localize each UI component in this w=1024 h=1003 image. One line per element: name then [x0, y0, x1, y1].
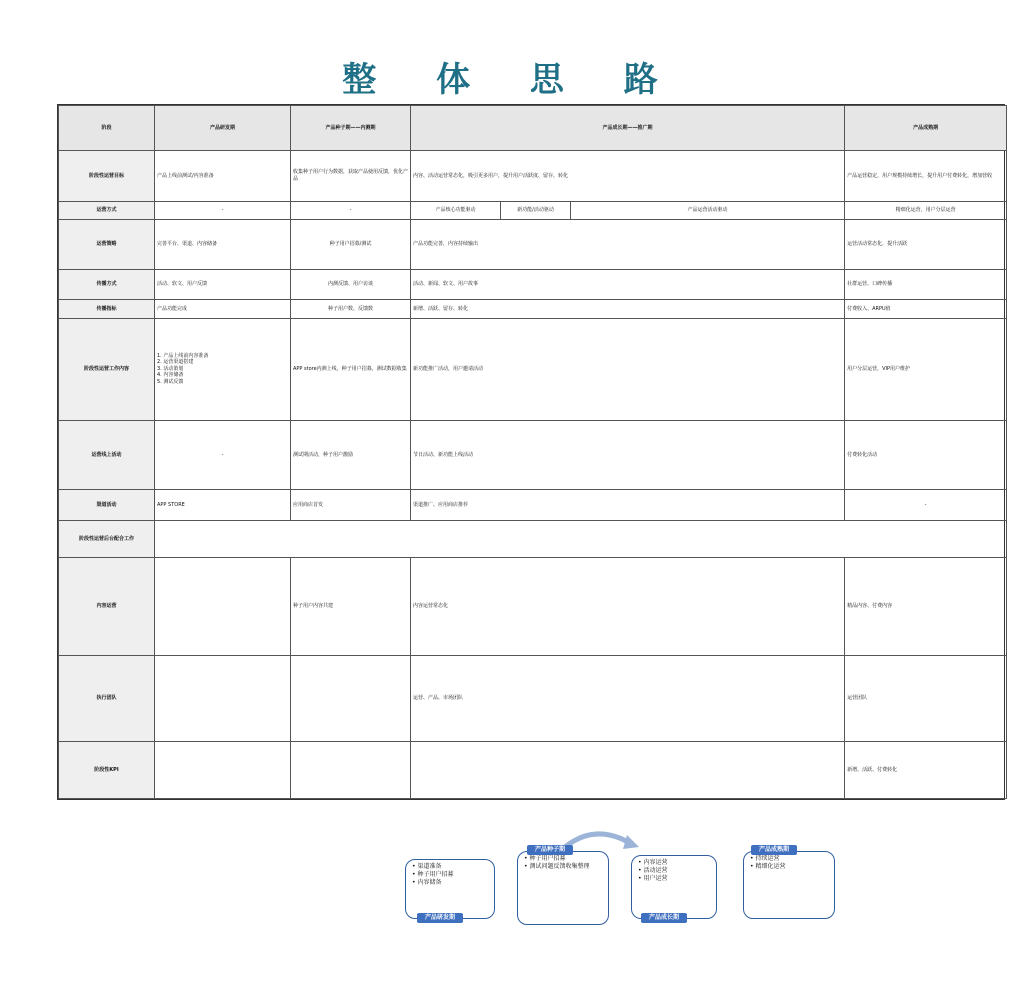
table-cell: 付费转化活动 — [845, 420, 1007, 490]
table-cell: 完善平台、渠道、内容储备 — [155, 220, 291, 269]
table-cell: 收集种子用户行为数据，获取产品使用反馈，优化产品 — [291, 150, 411, 201]
row-label: 传播指标 — [59, 300, 155, 318]
flow-box-1 — [405, 859, 495, 919]
flow-item: • 活动运营 — [638, 867, 668, 874]
row-label: 执行团队 — [59, 655, 155, 741]
flow-item: • 渠道准备 — [412, 863, 442, 870]
row-label: 阶段性运营后台配合工作 — [59, 520, 155, 557]
flow-tag-3: 产品成长期 — [641, 913, 687, 923]
row-label: 运营方式 — [59, 202, 155, 220]
table-cell: 产品上线前测试/内容准备 — [155, 150, 291, 201]
row-label: 运营线上活动 — [59, 420, 155, 490]
table-cell: 产品运营稳定，用户规模持续增长，提升用户付费转化，增加营收 — [845, 150, 1007, 201]
table-cell: 产品核心功能驱动 — [411, 202, 501, 220]
table-cell — [155, 741, 291, 798]
table-cell: 1. 产品上线前内容准备 2. 运营渠道搭建 3. 活动策划 4. 内容储备 5. 测试反馈 — [155, 318, 291, 420]
table-cell: 产品功能完善，内容持续输出 — [411, 220, 845, 269]
flow-tag-1: 产品研发期 — [417, 913, 463, 923]
table-cell: 测试期活动，种子用户激励 — [291, 420, 411, 490]
row-label: 渠道活动 — [59, 490, 155, 521]
table-cell: 内容、活动运营常态化，吸引更多用户，提升用户活跃度、留存、转化 — [411, 150, 845, 201]
table-cell: 产品功能完成 — [155, 300, 291, 318]
stage-header: 产品成长期——推广期 — [411, 106, 845, 151]
flow-tag-2: 产品种子期 — [527, 845, 573, 855]
flow-box-2 — [517, 851, 609, 925]
table-cell: 种子用户内容共建 — [291, 557, 411, 655]
flow-item: • 用户运营 — [638, 875, 668, 882]
table-cell: 渠道推广、应用商店推荐 — [411, 490, 845, 521]
table-cell: 活动、新闻、软文、用户故事 — [411, 269, 845, 300]
table-cell: - — [845, 490, 1007, 521]
table-cell: - — [155, 420, 291, 490]
strategy-table — [57, 104, 1005, 800]
table-cell: 精品内容、付费内容 — [845, 557, 1007, 655]
stage-header: 产品成熟期 — [845, 106, 1007, 151]
table-cell: 社群运营、口碑传播 — [845, 269, 1007, 300]
row-label: 阶段性运营目标 — [59, 150, 155, 201]
table-cell: 精细化运营，用户分层运营 — [845, 202, 1007, 220]
table-cell: APP STORE — [155, 490, 291, 521]
flow-item: • 内容储备 — [412, 879, 442, 886]
stage-header: 产品研发期 — [155, 106, 291, 151]
row-label: 阶段性KPI — [59, 741, 155, 798]
flow-item: • 精细化运营 — [750, 863, 786, 870]
flow-box-4 — [743, 851, 835, 919]
table-cell: 应用商店首发 — [291, 490, 411, 521]
table-cell: 内测反馈、用户访谈 — [291, 269, 411, 300]
row-label: 传播方式 — [59, 269, 155, 300]
table-cell: - — [291, 202, 411, 220]
flow-item: • 种子用户招募 — [412, 871, 454, 878]
row-label: 运营策略 — [59, 220, 155, 269]
table-cell — [155, 655, 291, 741]
table-cell — [291, 741, 411, 798]
table-cell — [155, 557, 291, 655]
flow-box-3 — [631, 855, 717, 919]
table-cell — [291, 655, 411, 741]
page-title: 整 体 思 路 — [342, 60, 682, 100]
table-cell: 付费收入、ARPU值 — [845, 300, 1007, 318]
table-cell: 种子用户数、反馈数 — [291, 300, 411, 318]
table-cell: 节日活动、新功能上线活动 — [411, 420, 845, 490]
table-cell: 运营活动常态化，提升活跃 — [845, 220, 1007, 269]
table-cell: 运营、产品、市场团队 — [411, 655, 845, 741]
table-cell — [155, 520, 1007, 557]
table-cell — [411, 741, 845, 798]
table-corner: 阶段 — [59, 106, 155, 151]
table-cell: 新增、活跃、留存、转化 — [411, 300, 845, 318]
table-cell: 用户分层运营，VIP用户维护 — [845, 318, 1007, 420]
row-label: 内容运营 — [59, 557, 155, 655]
table-cell: 种子用户招募/测试 — [291, 220, 411, 269]
table-cell: 活动、软文、用户反馈 — [155, 269, 291, 300]
row-label: 阶段性运营工作内容 — [59, 318, 155, 420]
table-cell: APP store内测上线，种子用户招募，测试数据收集 — [291, 318, 411, 420]
table-cell: - — [155, 202, 291, 220]
table-cell: 产品运营活动驱动 — [571, 202, 845, 220]
stage-flow-diagram — [405, 825, 855, 945]
table-cell: 新功能推广活动，用户邀请活动 — [411, 318, 845, 420]
stage-header: 产品种子期——内测期 — [291, 106, 411, 151]
flow-item: • 持续运营 — [750, 855, 780, 862]
flow-tag-4: 产品成熟期 — [751, 845, 797, 855]
flow-item: • 种子用户招募 — [524, 855, 566, 862]
table-cell: 运营团队 — [845, 655, 1007, 741]
table-cell: 内容运营常态化 — [411, 557, 845, 655]
flow-item: • 内容运营 — [638, 859, 668, 866]
flow-item: • 测试问题反馈收集整理 — [524, 863, 590, 870]
table-cell: 新功能/活动驱动 — [501, 202, 571, 220]
table-cell: 新增、活跃、付费转化 — [845, 741, 1007, 798]
